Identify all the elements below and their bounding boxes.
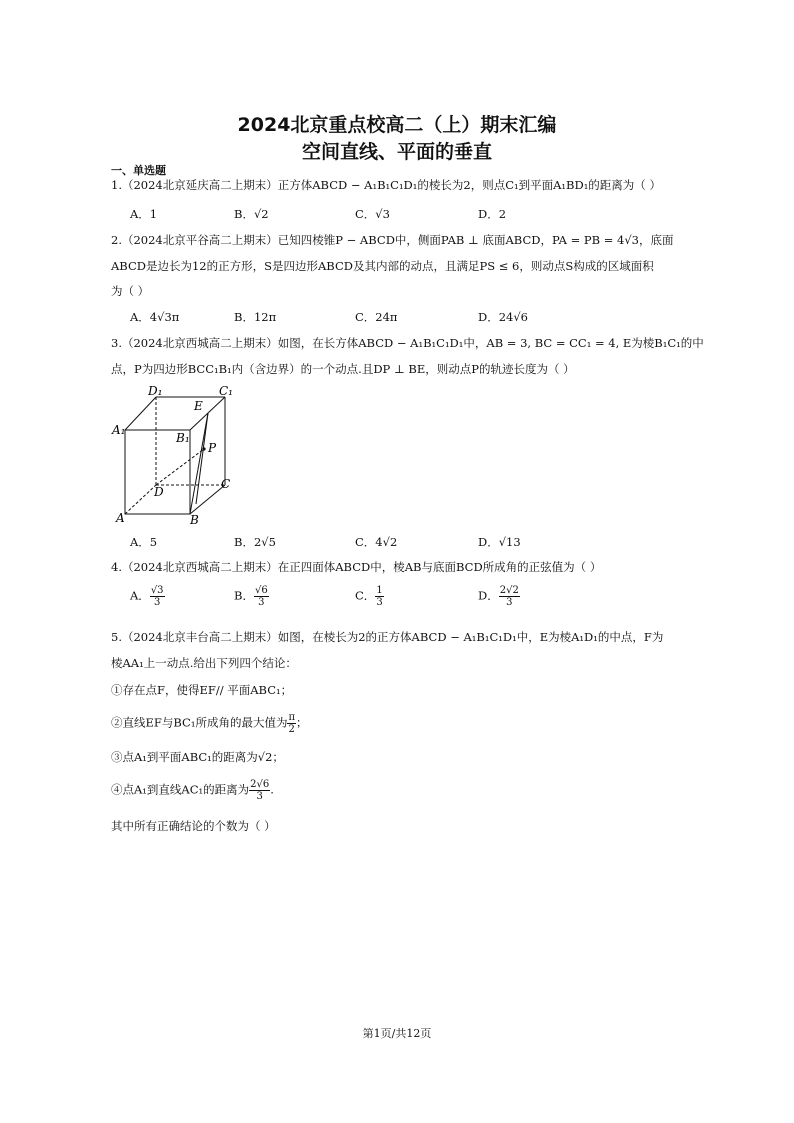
q5-statement-2: ②直线EF与BC₁所成角的最大值为 $\frac{\pi}{2}$ ； [111,712,308,735]
q4-option-a [130,585,165,608]
q1-option-d: D．2 [478,207,507,221]
q3-option-a: A．5 [130,535,158,549]
q2-option-a: A．4√3π [130,310,180,324]
q5-question: 其中所有正确结论的个数为（ ） [111,819,276,833]
q5-statement-4: ④点A₁到直线AC₁的距离为 $\frac{2√6}{3}$ . [111,779,274,802]
document-title: 2024北京重点校高二（上）期末汇编 [237,114,557,136]
label-b1: B₁ [176,431,190,445]
q5-stem-line2: 棱AA₁上一动点.给出下列四个结论： [111,656,297,670]
q4-option-c-prefix: C． [355,588,376,603]
label-a1: A₁ [112,423,126,437]
cuboid-figure [108,382,248,528]
q5-stem-line1: 5.（2024北京丰台高二上期末）如图，在棱长为2的正方体ABCD − A₁B₁C₁D₁中，E为棱A₁D₁的中点，F为 [111,630,664,644]
q4-option-c-fraction: $\frac{1}{3}$ [376,585,383,608]
label-d1: D₁ [148,384,163,398]
q4-option-a-prefix: A． [130,588,150,603]
label-b: B [190,513,199,527]
q3-option-b: B．2√5 [234,535,276,549]
q5-statement-2-fraction: $\frac{\pi}{2}$ [288,712,296,735]
q2-option-c: C．24π [355,310,398,324]
label-a: A [116,511,125,525]
q5-statement-4-fraction: $\frac{2√6}{3}$ [250,779,270,802]
q4-stem: 4.（2024北京西城高二上期末）在正四面体ABCD中，棱AB与底面BCD所成角的正弦值为（ ） [111,560,602,574]
q4-option-b-prefix: B． [234,588,254,603]
label-p: P [208,441,217,455]
q1-stem: 1.（2024北京延庆高二上期末）正方体ABCD − A₁B₁C₁D₁的棱长为2，则点C₁到平面A₁BD₁的距离为（ ） [111,178,661,192]
document-subtitle: 空间直线、平面的垂直 [301,141,492,163]
page-footer: 第1页/共12页 [362,1027,432,1040]
q4-option-d-prefix: D． [478,588,499,603]
q4-option-c [355,585,384,608]
q2-stem-line1: 2.（2024北京平谷高二上期末）已知四棱锥P − ABCD中，侧面PAB ⊥ 底面ABCD，PA = PB = 4√3，底面 [111,233,674,247]
q2-option-b: B．12π [234,310,277,324]
label-e: E [194,399,203,413]
q5-statement-1: ①存在点F，使得EF// 平面ABC₁； [111,683,293,697]
label-c: C [221,477,231,491]
q1-option-c: C．√3 [355,207,390,221]
q4-option-b [234,585,269,608]
q4-option-d [478,585,520,608]
section-heading: 一、单选题 [111,164,166,177]
q2-stem-line3: 为（ ） [111,284,150,298]
q2-stem-line2: ABCD是边长为12的正方形，S是四边形ABCD及其内部的动点，且满足PS ≤ 6，则动点S构成的区域面积 [111,259,654,273]
q3-option-c: C．4√2 [355,535,398,549]
q1-option-b: B．√2 [234,207,269,221]
q3-option-d: D．√13 [478,535,521,549]
q1-option-a: A．1 [130,207,158,221]
q3-stem-line1: 3.（2024北京西城高二上期末）如图，在长方体ABCD − A₁B₁C₁D₁中，AB = 3, BC = CC₁ = 4, E为棱B₁C₁的中 [111,336,704,350]
q4-option-d-fraction: $\frac{2√2}{3}$ [499,585,519,608]
q5-statement-3: ③点A₁到平面ABC₁的距离为√2； [111,750,284,764]
label-d: D [154,485,164,499]
q3-stem-line2: 点，P为四边形BCC₁B₁内（含边界）的一个动点.且DP ⊥ BE，则动点P的轨迹长度为（ ） [111,362,575,376]
q4-option-b-fraction: $\frac{√6}{3}$ [254,585,268,608]
q2-option-d: D．24√6 [478,310,528,324]
label-c1: C₁ [219,384,233,398]
q4-option-a-fraction: $\frac{√3}{3}$ [150,585,164,608]
